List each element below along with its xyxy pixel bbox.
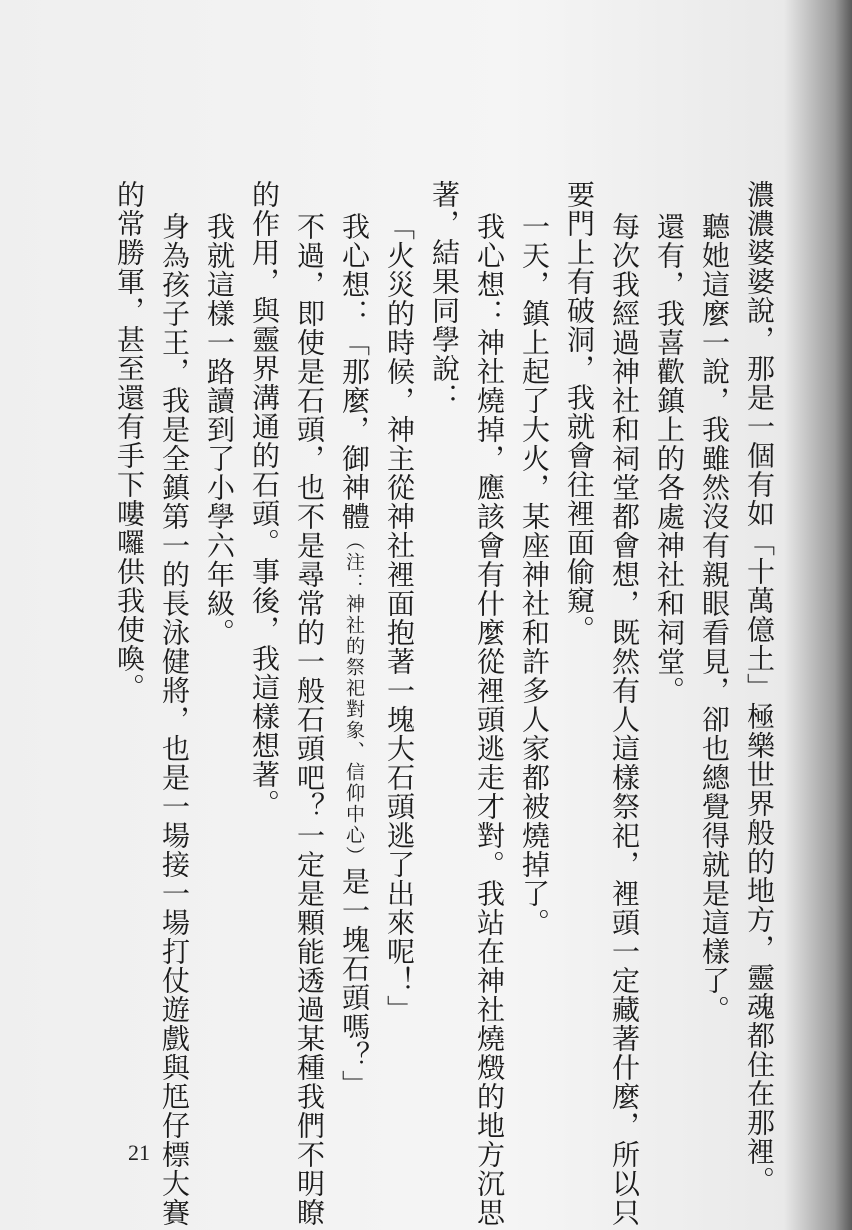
text-segment: 我心想：「那麼，御神體: [338, 212, 371, 531]
text-column-3: 還有，我喜歡鎮上的各處神社和祠堂。: [653, 212, 686, 705]
text-column-6: 一天，鎮上起了大火，某座神社和許多人家都被燒掉了。: [518, 212, 551, 937]
text-segment: 是一塊石頭嗎？」: [338, 867, 371, 1099]
text-column-11: 不過，即使是石頭，也不是尋常的一般石頭吧？一定是顆能透過某種我們不明瞭: [293, 212, 326, 1227]
text-column-10: [338, 212, 371, 1099]
text-column-9: 「火災的時候，神主從神社裡面抱著一塊大石頭逃了出來呢！」: [383, 212, 416, 1024]
text-column-4: 每次我經過神社和祠堂都會想，既然有人這樣祭祀，裡頭一定藏著什麼，所以只: [608, 212, 641, 1227]
text-column-15: 的常勝軍，甚至還有手下嘍囉供我使喚。: [113, 180, 146, 702]
text-column-13: 我就這樣一路讀到了小學六年級。: [203, 212, 236, 647]
text-column-1: 濃濃婆婆說，那是一個有如「十萬億土」極樂世界般的地方，靈魂都住在那裡。: [743, 180, 776, 1195]
text-column-14: 身為孩子王，我是全鎮第一的長泳健將，也是一場接一場打仗遊戲與尪仔標大賽: [158, 212, 191, 1227]
annotation-note: （注：神社的祭祀對象、信仰中心）: [343, 531, 365, 867]
text-column-2: 聽她這麼一說，我雖然沒有親眼看見，卻也總覺得就是這樣了。: [698, 212, 731, 1024]
text-column-8: 著，結果同學說：: [428, 180, 461, 412]
text-column-5: 要門上有破洞，我就會往裡面偷窺。: [563, 180, 596, 644]
text-column-7: 我心想：神社燒掉，應該會有什麼從裡頭逃走才對。我站在神社燒燬的地方沉思: [473, 212, 506, 1227]
page-number: 21: [128, 1140, 150, 1165]
text-column-12: 的作用，與靈界溝通的石頭。事後，我這樣想著。: [248, 180, 281, 818]
